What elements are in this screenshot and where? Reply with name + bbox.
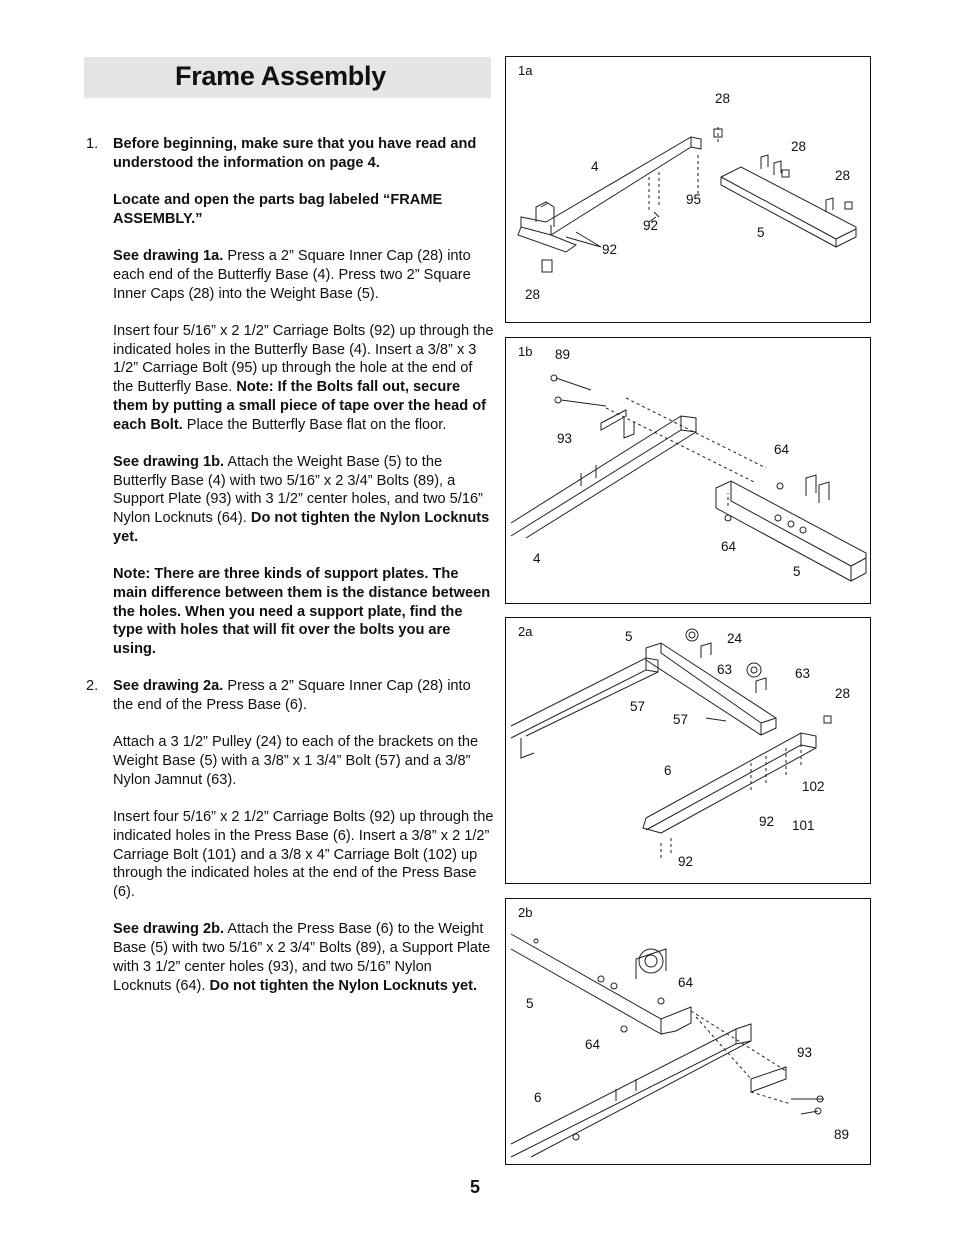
callout: 92: [678, 854, 694, 869]
callout: 6: [664, 763, 672, 778]
callout: 24: [727, 631, 743, 646]
bold-text: See drawing 2b.: [113, 921, 225, 938]
drawing-2a-illustration: [506, 618, 870, 883]
callout: 6: [534, 1090, 542, 1105]
page-title: Frame Assembly: [175, 61, 386, 91]
callout: 92: [602, 242, 618, 257]
callout: 57: [673, 712, 689, 727]
paragraph: [113, 565, 494, 659]
callout: 28: [715, 91, 731, 106]
drawing-1a: [505, 56, 871, 323]
paragraph: [113, 135, 494, 172]
callout: 5: [757, 225, 765, 240]
callout: 64: [774, 442, 790, 457]
drawing-label: 2b: [518, 905, 533, 920]
paragraph: [113, 733, 494, 789]
callout: 28: [525, 287, 541, 302]
paragraph: [113, 677, 494, 714]
callout: 63: [717, 662, 733, 677]
bold-text: Note: There are three kinds of support plates. The main difference between them is the distance between the holes. When you need a support plate, find the type with holes that will fit over the bolts you are using.: [113, 566, 491, 657]
callout: 28: [835, 686, 851, 701]
text: Insert four 5/16” x 2 1/2” Carriage Bolts (92) up through the indicated holes in the Press Base (6). Insert a 3/8” x 2 1/2” Carriage Bolt (101) and a 3/8 x 4” Carriage Bolt (102) up through the indicated holes at the end of the Press Base (6).: [113, 809, 494, 900]
drawing-label: 1a: [518, 63, 533, 78]
paragraph: [113, 808, 494, 902]
paragraph: [113, 247, 494, 303]
step-number: 1.: [86, 136, 99, 152]
callout: 5: [793, 564, 801, 579]
bold-text: Do not tighten the Nylon Locknuts yet.: [113, 510, 490, 545]
callout: 95: [686, 192, 702, 207]
step-body: [113, 677, 494, 995]
callout: 92: [759, 814, 775, 829]
callout: 89: [834, 1127, 850, 1142]
callout: 64: [585, 1037, 601, 1052]
callout: 4: [533, 551, 541, 566]
bold-text: Do not tighten the Nylon Locknuts yet.: [209, 977, 478, 994]
bold-text: See drawing 1b.: [113, 453, 225, 470]
drawing-label: 1b: [518, 344, 533, 359]
callout: 93: [557, 431, 573, 446]
bold-text: Before beginning, make sure that you have read and understood the information on page 4.: [113, 136, 477, 171]
drawing-1b-illustration: [506, 338, 870, 603]
callout: 92: [643, 218, 659, 233]
text: Attach the Press Base (6) to the Weight Base (5) with two 5/16” x 2 3/4” Bolts (89), a Support Plate with 3 1/2” center holes (93), and two 5/16” Nylon Locknuts (64).: [113, 921, 491, 994]
callout: 28: [791, 139, 807, 154]
callout: 63: [795, 666, 811, 681]
paragraph: [113, 453, 494, 547]
callout: 5: [625, 629, 633, 644]
title-bar: [84, 57, 491, 98]
text: Attach the Weight Base (5) to the Butterfly Base (4) with two 5/16” x 2 3/4” Bolts (89), a Support Plate (93) with 3 1/2” center holes, and two 5/16” Nylon Locknuts (64).: [113, 453, 483, 526]
page-number: 5: [470, 1177, 481, 1197]
callout: 93: [797, 1045, 813, 1060]
callout: 57: [630, 699, 646, 714]
drawing-2b-illustration: [506, 899, 870, 1164]
bold-text: See drawing 1a.: [113, 248, 224, 265]
step-1: [84, 135, 494, 659]
callout: 64: [678, 975, 694, 990]
bold-text: See drawing 2a.: [113, 678, 224, 695]
step-2: [84, 677, 494, 995]
bold-text: Note: If the Bolts fall out, secure them by putting a small piece of tape over the head of each Bolt.: [113, 379, 487, 433]
callout: 5: [526, 996, 534, 1011]
callout: 4: [591, 159, 599, 174]
text: Insert four 5/16” x 2 1/2” Carriage Bolts (92) up through the indicated holes in the Butterfly Base (4). Insert a 3/8” x 3 1/2” Carriage Bolt (95) up through the hole at the end of the Butterfly Base.: [113, 322, 494, 396]
text: Press a 2” Square Inner Cap (28) into each end of the Butterfly Base (4). Press two 2” Square Inner Caps (28) into the Weight Base (5).: [113, 248, 471, 302]
callout: 64: [721, 539, 737, 554]
paragraph: [113, 322, 494, 434]
drawing-2a: [505, 617, 871, 884]
paragraph: [113, 920, 494, 995]
text: Place the Butterfly Base flat on the floor.: [182, 416, 447, 433]
callout: 89: [555, 347, 571, 362]
text: Attach a 3 1/2” Pulley (24) to each of the brackets on the Weight Base (5) with a 3/8” x 1 3/4” Bolt (57) and a 3/8” Nylon Jamnut (63).: [113, 734, 479, 788]
drawing-2b: [505, 898, 871, 1165]
step-body: [113, 135, 494, 659]
bold-text: Locate and open the parts bag labeled “FRAME ASSEMBLY.”: [113, 192, 443, 227]
drawing-1b: [505, 337, 871, 604]
callout: 101: [792, 818, 815, 833]
instructions: [84, 135, 494, 995]
paragraph: [113, 191, 494, 228]
drawing-label: 2a: [518, 624, 533, 639]
step-number: 2.: [86, 678, 99, 695]
callout: 102: [802, 779, 825, 794]
callout: 28: [835, 168, 851, 183]
text: Press a 2” Square Inner Cap (28) into the end of the Press Base (6).: [113, 678, 471, 713]
drawing-1a-illustration: [506, 57, 870, 322]
